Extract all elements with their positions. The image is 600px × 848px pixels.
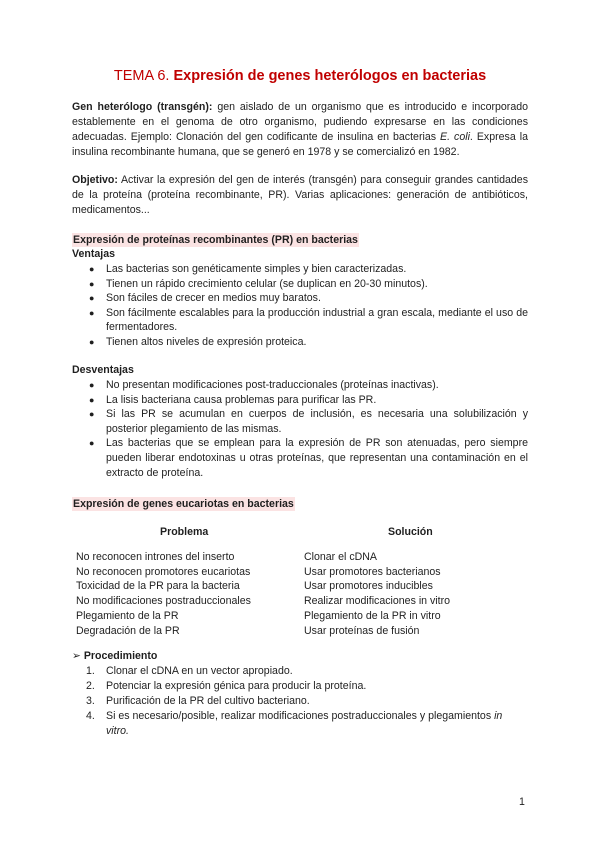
bullet-icon: ●: [89, 264, 95, 274]
table-cell: No reconocen intrones del inserto: [76, 551, 235, 563]
problema-column: [76, 550, 251, 638]
list-item: ● Tienen un rápido crecimiento celular (se duplican en 20-30 minutos).: [89, 277, 428, 290]
section-heading-pr: Expresión de proteínas recombinantes (PR) en bacterias: [73, 234, 358, 246]
bullet-icon: ●: [89, 394, 95, 405]
bullet-icon: ●: [89, 278, 95, 289]
list-item: 3. Purificación de la PR del cultivo bacteriano.: [86, 695, 310, 707]
list-item: ● No presentan modificaciones post-traduccionales (proteínas inactivas).: [89, 379, 439, 391]
gen-text-b: . Expresa la insulina recombinante humana, que se generó en 1978 y se comercializó en 1982.: [72, 131, 528, 158]
table-cell: Usar proteínas de fusión: [304, 624, 420, 637]
list-item: 1. Clonar el cDNA en un vector apropiado.: [86, 665, 293, 677]
objective-label: Objetivo:: [72, 174, 118, 186]
objective-text: Activar la expresión del gen de interés (transgén) para conseguir grandes cantidades de la proteína (proteína recombinante, PR). Varias aplicaciones: generación de antibióticos, medicamentos...: [72, 174, 528, 216]
column-header-problema: Problema: [160, 526, 209, 538]
table-cell: Toxicidad de la PR para la bacteria: [76, 580, 240, 593]
list-item: 4. Si es necesario/posible, realizar modificaciones postraduccionales y plegamientos in vitro.: [86, 710, 503, 737]
solucion-column: [304, 550, 450, 638]
table-cell: Plegamiento de la PR in vitro: [304, 609, 441, 622]
table-cell: Plegamiento de la PR: [76, 609, 179, 622]
definition-paragraph: [72, 100, 528, 160]
procedimiento-heading: ➢ Procedimiento: [72, 650, 158, 662]
step-number: 3.: [86, 695, 95, 707]
list-item: ● Si las PR se acumulan en cuerpos de inclusión, es necesaria una solubilización y posterior plegamiento de las mismas.: [89, 408, 528, 435]
section-heading-eucariotas: Expresión de genes eucariotas en bacterias: [73, 498, 294, 510]
list-item: ● Son fáciles de crecer en medios muy baratos.: [89, 292, 321, 305]
table-cell: Usar promotores bacterianos: [304, 565, 441, 578]
ventajas-heading: Ventajas: [72, 248, 115, 260]
step-number: 1.: [86, 665, 95, 677]
step-number: 4.: [86, 710, 95, 722]
bullet-icon: ●: [89, 307, 95, 318]
ventajas-list: [72, 262, 528, 350]
list-item: 2. Potenciar la expresión génica para producir la proteína.: [86, 680, 367, 692]
list-item: ● Las bacterias que se emplean para la expresión de PR son atenuadas, pero siempre pueden liberar endotoxinas u otras proteínas, que representan una contaminación en el extracto de proteína.: [89, 437, 528, 479]
procedimiento-list: [72, 664, 528, 739]
bullet-icon: ●: [89, 438, 95, 449]
desventajas-list: [72, 378, 528, 480]
gen-text-a: gen aislado de un organismo que es introducido e incorporado establemente en el genoma de otro organismo, pudiendo expresarse en las condiciones adecuadas. Ejemplo: Clonación del gen codificante de insulina en bacterias: [72, 101, 529, 143]
table-cell: Degradación de la PR: [76, 624, 180, 637]
bullet-icon: ●: [89, 293, 95, 304]
table-cell: Clonar el cDNA: [304, 551, 378, 563]
bullet-icon: ●: [89, 380, 95, 390]
desventajas-heading: Desventajas: [72, 364, 134, 376]
list-item: ● Las bacterias son genéticamente simples y bien caracterizadas.: [89, 263, 407, 275]
list-item: ● Tienen altos niveles de expresión proteica.: [89, 335, 307, 348]
gen-italic: E. coli: [440, 131, 470, 143]
bullet-icon: ●: [89, 409, 95, 420]
objective-paragraph: [72, 173, 528, 218]
list-item: ● La lisis bacteriana causa problemas para purificar las PR.: [89, 393, 377, 406]
title-text: Expresión de genes heterólogos en bacterias: [173, 68, 487, 84]
table-cell: No reconocen promotores eucariotas: [76, 565, 251, 578]
page-title: [72, 68, 528, 84]
table-cell: Realizar modificaciones in vitro: [304, 595, 451, 608]
gen-label: Gen heterólogo (transgén):: [72, 101, 213, 113]
table-cell: No modificaciones postraduccionales: [76, 595, 251, 608]
bullet-icon: ●: [89, 336, 95, 347]
title-prefix: TEMA 6.: [113, 68, 170, 84]
list-item: ● Son fácilmente escalables para la producción industrial a gran escala, mediante el uso de fermentadores.: [89, 306, 528, 334]
table-cell: Usar promotores inducibles: [304, 580, 433, 593]
column-header-solucion: Solución: [388, 526, 433, 538]
step-number: 2.: [86, 680, 95, 692]
page-number: 1: [519, 796, 525, 808]
